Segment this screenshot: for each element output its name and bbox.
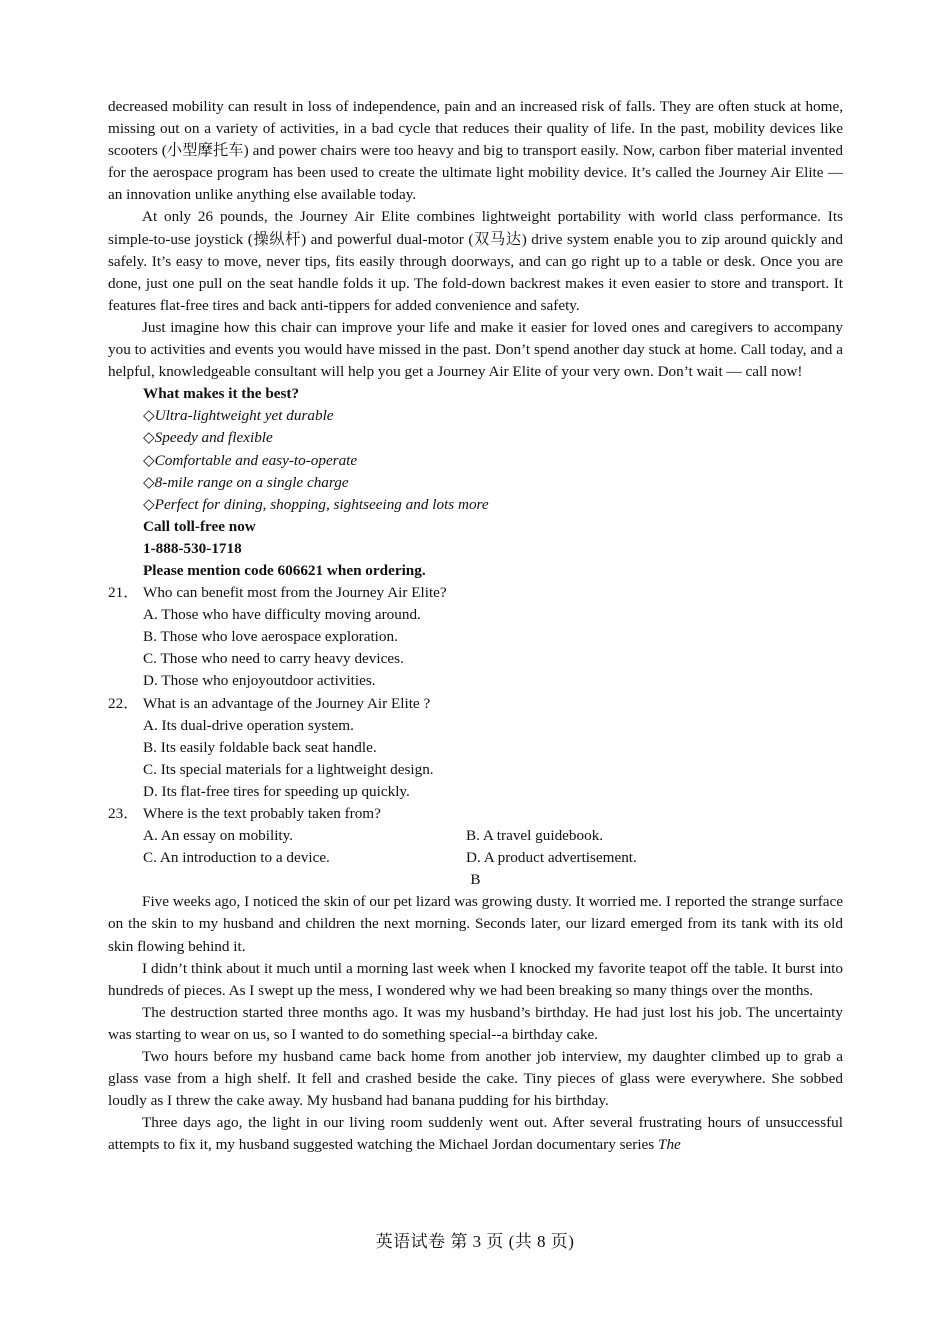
question-number: 23．: [108, 805, 139, 822]
italic-title: The: [658, 1136, 681, 1154]
question-number: 22．: [108, 694, 139, 712]
question-text: Who can benefit most from the Journey Air Elite?: [143, 584, 447, 602]
option-a: A. Its dual-drive operation system.: [143, 716, 354, 734]
question-text: What is an advantage of the Journey Air Elite ?: [143, 694, 431, 712]
passage-a-paragraph-2: At only 26 pounds, the Journey Air Elite combines lightweight portability with world class performance. Its simple-to-use joystick (操纵杆) and powerful dual-motor (双马达) drive system enable you to zip around quickly and safely. It’s easy to move, never tips, fits easily through doorways, and can go right up to a table or desk. Once you are done, just one pull on the seat handle folds it up. The fold-down backrest makes it even easier to store and transport. It features flat-free tires and back anti-tippers for added convenience and safety.: [108, 208, 843, 314]
option-c: C. Those who need to carry heavy devices.: [143, 650, 404, 668]
option-c: C. An introduction to a device.: [143, 849, 330, 867]
passage-b-paragraph-5: [108, 1112, 843, 1156]
option-row: [108, 847, 843, 869]
question-text: Where is the text probably taken from?: [143, 805, 381, 822]
option-b: B. A travel guidebook.: [466, 827, 604, 845]
option-b: B. Those who love aerospace exploration.: [143, 628, 398, 646]
feature-item: ◇Comfortable and easy-to-operate: [143, 451, 358, 469]
question-22: [108, 693, 843, 803]
option-d: D. A product advertisement.: [466, 849, 637, 867]
page-footer: 英语试卷 第 3 页 (共 8 页): [375, 1232, 575, 1251]
option-d: D. Its flat-free tires for speeding up quickly.: [143, 782, 410, 800]
question-stem: [108, 582, 843, 604]
passage-b-paragraph-4: Two hours before my husband came back home from another job interview, my daughter climbed up to grab a glass vase from a high shelf. It fell and crashed beside the cake. Tiny pieces of glass were everywhere. She sobbed loudly as I threw the cake away. My husband had banana pudding for his birthday.: [108, 1048, 843, 1110]
question-stem: [108, 803, 843, 825]
feature-item: ◇Perfect for dining, shopping, sightseeing and lots more: [143, 495, 489, 513]
passage-a-paragraph-1: decreased mobility can result in loss of independence, pain and an increased risk of falls. They are often stuck at home, missing out on a variety of activities, in a bad cycle that reduces their quality of life. In the past, mobility devices like scooters (小型摩托车) and power chairs were too heavy and big to transport easily. Now, carbon fiber material invented for the aerospace program has been used to create the ultimate light mobility device. It’s called the Journey Air Elite — an innovation unlike anything else available today.: [108, 98, 843, 204]
passage-a-paragraph-3: Just imagine how this chair can improve your life and make it easier for loved ones and caregivers to accompany you to activities and events you would have missed in the past. Don’t spend another day stuck at home. Call today, and a helpful, knowledgeable consultant will help you get a Journey Air Elite of your very own. Don’t wait — call now!: [108, 318, 843, 381]
passage-b-paragraph-1: Five weeks ago, I noticed the skin of our pet lizard was growing dusty. It worried me. I reported the strange surface on the skin to my husband and children the next morning. Seconds later, our lizard emerged from its tank with its old skin flowing behind it.: [108, 893, 843, 955]
option-row: [108, 825, 843, 847]
option-a: A. Those who have difficulty moving around.: [143, 606, 421, 624]
phone-number: 1-888-530-1718: [143, 539, 242, 557]
exam-page: [108, 96, 843, 1157]
paragraph-text: Three days ago, the light in our living room suddenly went out. After several frustrating hours of unsuccessful attempts to fix it, my husband suggested watching the Michael Jordan documentary series: [108, 1114, 843, 1154]
option-a: A. An essay on mobility.: [143, 827, 294, 845]
question-23: [108, 803, 843, 869]
passage-b-paragraph-3: The destruction started three months ago. It was my husband’s birthday. He had just lost his job. The uncertainty was starting to wear on us, so I wanted to do something special--a birthday cake.: [108, 1003, 843, 1043]
option-c: C. Its special materials for a lightweight design.: [143, 760, 434, 778]
feature-item: ◇Ultra-lightweight yet durable: [143, 407, 334, 425]
question-number: 21．: [108, 584, 139, 602]
option-b: B. Its easily foldable back seat handle.: [143, 738, 377, 756]
order-code-note: Please mention code 606621 when ordering.: [143, 561, 426, 579]
section-b-label: B: [470, 871, 481, 889]
features-heading: What makes it the best?: [143, 385, 300, 403]
option-d: D. Those who enjoyoutdoor activities.: [143, 672, 376, 690]
call-text: Call toll-free now: [143, 517, 256, 535]
question-21: [108, 582, 843, 692]
question-stem: [108, 693, 843, 715]
passage-b-paragraph-2: I didn’t think about it much until a morning last week when I knocked my favorite teapot off the table. It burst into hundreds of pieces. As I swept up the mess, I wondered why we had been breaking so many things over the months.: [108, 959, 843, 999]
feature-item: ◇Speedy and flexible: [143, 429, 273, 447]
feature-item: ◇8-mile range on a single charge: [143, 473, 349, 491]
